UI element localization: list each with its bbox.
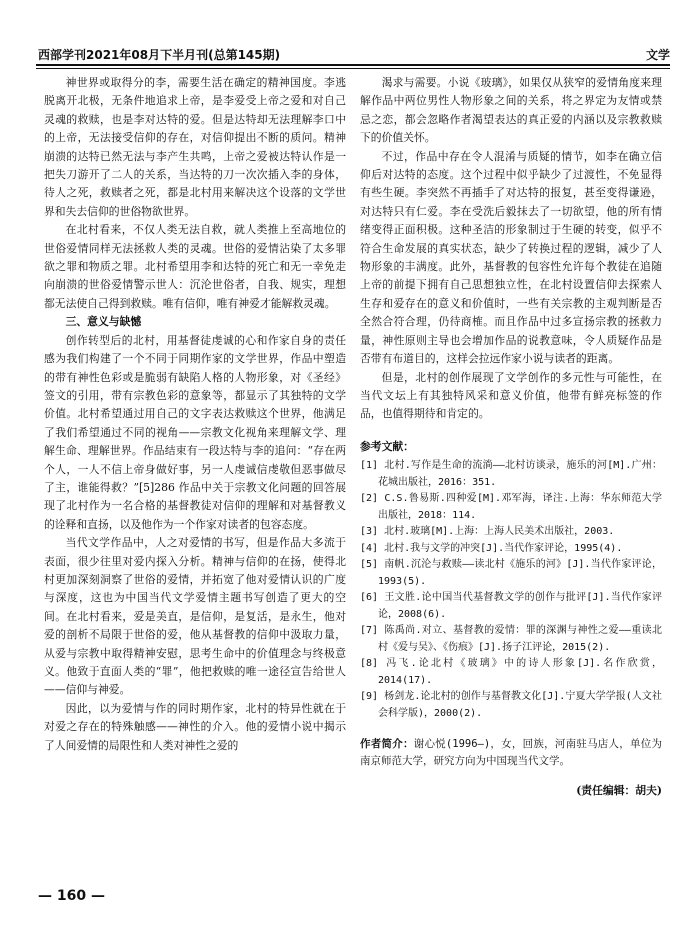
body-paragraph: 不过，作品中存在令人混淆与质疑的情节，如李在确立信仰后对达特的态度。这个过程中似乎缺少了过渡性，不免显得有些生硬。李突然不再插手了对达特的报复，甚至变得谦逊，对达特只有仁爱。李在受洗后毅抹去了一切欲望，他的所有情绪变得正面积极。这种圣洁的形象制过于生硬的转变，似乎不符合生命发展的真实状态，缺少了转换过程的逻辑，减少了人物形象的丰满度。此外，基督教的包容性允许每个教徒在追随上帝的前提下拥有自己思想独立性，在北村设置信仰去探索人生存和爱存在的意义和价值时，一些有关宗教的主观判断是否全然合符合理，仍待商榷。而且作品中过多宣扬宗教的拯救力量，神性原则主导也会增加作品的说教意味，令人质疑作品是否带有布道目的，这样会拉远作家小说与读者的距离。 <box>360 149 662 366</box>
reference-item: [5] 南帆.沉沦与救赎——读北村《施乐的河》[J].当代作家评论，1993(5). <box>360 559 662 587</box>
author-label: 作者简介： <box>360 738 414 751</box>
body-paragraph: 当代文学作品中，人之对爱情的书写，但是作品大多流于表面，很少往里对爱内探入分析。精神与信仰的在扬，使得北村更加深刻洞察了世俗的爱情，并拓宽了他对爱情认识的广度与深度，这也为中国当代文学爱情主题书写创造了更大的空间。在北村看来，爱是美直，是信仰，是复活，是永生，他对爱的剖析不局限于世俗的爱，他从基督教的信仰中汲取力量，从爱与宗教中取得精神安慰，思考生命中的价值理念与终极意义。他致于直面人类的“罪”，他把救赎的唯一途径宣告给世人——信仰与神爱。 <box>44 536 346 697</box>
left-column <box>44 74 346 755</box>
reference-item: [9] 杨剑龙.论北村的创作与基督教文化[J].宁夏大学学报(人文社会科学版)，2000(2). <box>360 691 662 719</box>
section-label: 文学 <box>645 48 670 62</box>
reference-item: [4] 北村.我与文学的冲突[J].当代作家评论，1995(4). <box>360 542 623 554</box>
reference-item: [1] 北村.写作是生命的流淌——北村访谈录，施乐的河[M].广州：花城出版社，2016：351. <box>360 460 662 488</box>
references-heading: 参考文献： <box>360 439 414 453</box>
reference-item: [6] 王文胜.论中国当代基督教文学的创作与批评[J].当代作家评论，2008(6). <box>360 592 662 620</box>
header-rule-thick <box>36 64 670 66</box>
body-paragraph: 渴求与需要。小说《玻璃》，如果仅从狭窄的爱情角度来理解作品中两位男性人物形象之间的关系，将之界定为友情或禁忌之恋，都会忽略作者渴望表达的真正爱的内涵以及宗教救赎下的价值关怀。 <box>360 76 662 145</box>
reference-item: [7] 陈禹尚.对立、基督教的爱情：罪的深渊与神性之爱——重读北村《爱与吴》、《伤痕》[J].扬子江评论，2015(2). <box>360 625 662 653</box>
reference-item: [2] C.S.鲁易斯.四种爱[M].邓军海，译注.上海：华东师范大学出版社，2018：114. <box>360 493 662 521</box>
page-number: — 160 — <box>38 888 105 904</box>
body-paragraph: 神世界或取得分的李，需要生活在确定的精神国度。李逃脱离开北极，无条件地追求上帝，是李爱受上帝之爱和对自己灵魂的救赎，也是李对达特的爱。但是达特却无法理解李口中的上帝，无法接受信仰的存在，对信仰提出不断的质问。精神崩溃的达特已然无法与李产生共鸣，上帝之爱被达特认作是一把失刀游开了二人的关系，当达特的刀一次次插入李的身体，待人之死，救赎者之死，都是北村用来解决这个设落的文学世界和失去信仰的世俗物欲世界。 <box>44 76 346 218</box>
body-paragraph: 创作转型后的北村，用基督徒虔诚的心和作家自身的责任感为我们构建了一个不同于同期作家的文学世界，作品中塑造的带有神性色彩或是脆弱有缺陷人格的人物形象，对《圣经》签文的引用，带有宗教色彩的意象等，都显示了其独特的文学价值。北村希望通过用自己的文字表达救赎这个世界，他满足了我们希望通过不同的视角——宗教文化视角来理解文学、理解生命、理解世界。作品结束有一段达特与李的追问：“存在两个人，一人不信上帝身做好事，另一人虔诚信虔敬但恶事做尽了主，谁能得救？”[5]286 作品中关于宗教文化问题的回答展现了北村作为一名合格的基督教徒对信仰的理解和对基督教义的诠释和直扬，以及他作为一个作家对读者的包容态度。 <box>44 333 346 531</box>
reference-list <box>360 458 662 722</box>
journal-title: 西部学刊2021年08月下半月刊(总第145期) <box>38 48 281 62</box>
running-header <box>38 46 670 64</box>
author-text: 谢心悦(1996—)，女，回族，河南驻马店人，单位为南京师范大学，研究方向为中国现当代文学。 <box>360 738 663 768</box>
body-paragraph: 在北村看来，不仅人类无法自救，就人类推上至高地位的世俗爱情同样无法拯救人类的灵魂。世俗的爱情沾染了太多罪欲之罪和物质之罪。北村希望用李和达特的死亡和无一幸免走向崩溃的世俗爱情警示世人：沉沦世俗者，自我、规实，理想都无法使自己得到救赎。唯有信仰，唯有神爱才能解救灵魂。 <box>44 223 346 310</box>
editor-credit: (责任编辑：胡夫) <box>576 784 662 798</box>
reference-item: [8] 冯飞.论北村《玻璃》中的诗人形象[J].名作欣赏，2014(17). <box>360 658 662 686</box>
author-bio <box>360 736 662 770</box>
header-rule-thin <box>36 68 670 69</box>
section-heading: 三、意义与缺憾 <box>65 315 142 329</box>
right-column <box>360 74 662 801</box>
body-paragraph: 但是，北村的创作展现了文学创作的多元性与可能性，在当代文坛上有其独特风采和意义价值，他带有鲜亮标签的作品，也值得期待和肯定的。 <box>360 370 662 421</box>
reference-item: [3] 北村.玻璃[M].上海：上海人民美术出版社，2003. <box>360 526 615 538</box>
body-paragraph: 因此，以为爱情与作的同时期作家，北村的特异性就在于对爱之存在的特殊触感——神性的介入。他的爱情小说中揭示了人间爱情的局限性和人类对神性之爱的 <box>44 701 346 752</box>
